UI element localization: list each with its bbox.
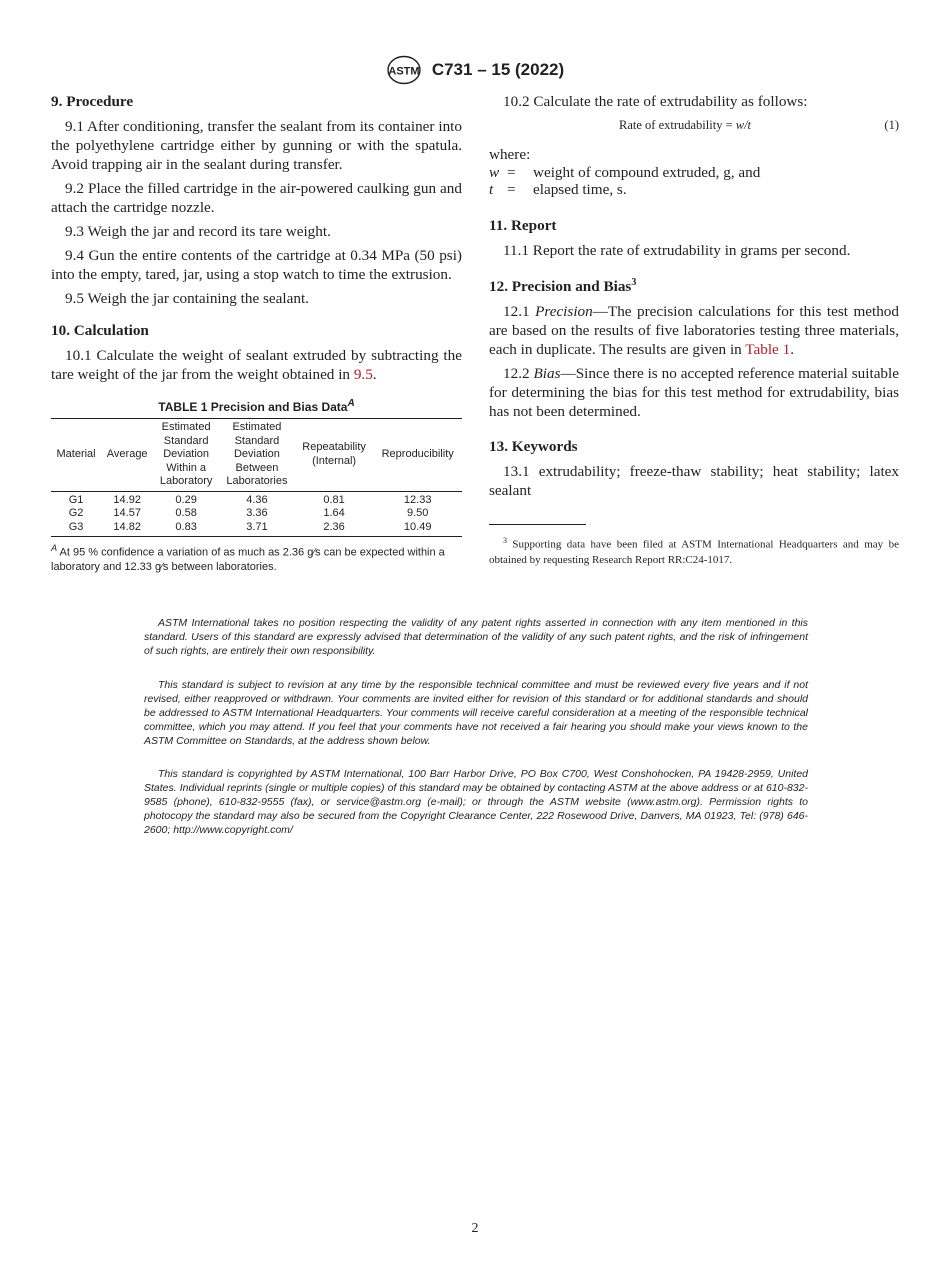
- definition-t: t = elapsed time, s.: [489, 181, 627, 198]
- section-11-heading: 11. Report: [489, 217, 557, 234]
- col-header-repeatability: Repeatability (Internal): [295, 419, 374, 492]
- equation-1: Rate of extrudability = w/t (1): [489, 116, 899, 138]
- col-header-within: Estimated Standard Deviation Within a Laboratory: [153, 419, 219, 492]
- designation: C731 – 15 (2022): [431, 60, 565, 79]
- right-column: [489, 92, 899, 573]
- section-9-heading: 9. Procedure: [51, 93, 134, 110]
- para-9-4: 9.4 Gun the entire contents of the cartridge at 0.34 MPa (50 psi) into the empty, tared, jar, using a stop watch to time the extrusion.: [51, 247, 462, 283]
- section-10-heading: 10. Calculation: [51, 322, 149, 339]
- para-9-1: 9.1 After conditioning, transfer the sealant from its container into the polyethylene cartridge either by gunning or with the spatula. Avoid trapping air in the sealant during transfer.: [51, 118, 462, 173]
- col-header-between: Estimated Standard Deviation Between Laboratories: [219, 419, 295, 492]
- svg-text:ASTM: ASTM: [388, 65, 420, 78]
- ref-link-9-5[interactable]: 9.5: [353, 366, 373, 383]
- table-row: G1 14.92 0.29 4.36 0.81 12.33: [68, 493, 432, 506]
- disclaimer-revision: This standard is subject to revision at any time by the responsible technical committee and must be reviewed every five years and if not revised, either reapproved or withdrawn. Your comments are invited either for revision of this standard or for additional standards and should be addressed to ASTM International Headquarters. Your comments will receive careful consideration at a meeting of the responsible technical committee, which you may attend. If you feel that your comments have not received a fair hearing you should make your views known to the ASTM Committee on Standards, at the address shown below.: [144, 679, 808, 747]
- disclaimer-copyright: This standard is copyrighted by ASTM International, 100 Barr Harbor Drive, PO Box C700, West Conshohocken, PA 19428-2959, United States. Individual reprints (single or multiple copies) of this standard may be obtained by contacting ASTM at the above address or at 610-832-9585 (phone), 610-832-9555 (fax), or service@astm.org (e-mail); or through the ASTM website (www.astm.org). Permission rights to photocopy the standard may also be secured from the Copyright Clearance Center, 222 Rosewood Drive, Danvers, MA 01923, Tel: (978) 646-2600; http://www.copyright.com/: [144, 768, 808, 836]
- page-number: 2: [471, 1221, 479, 1236]
- definition-w: w = weight of compound extruded, g, and: [489, 164, 761, 181]
- footnote-3: $^3$ Supporting data have been filed at ASTM International Headquarters and may be obtained by requesting Research Report RR:C24-1017.: [489, 536, 899, 566]
- para-12-2: 12.2 Bias—Since there is no accepted reference material suitable for determining the bias for this test method for extrudability, bias has not been determined.: [489, 365, 899, 421]
- footnote-divider: [489, 524, 586, 525]
- page-header: [0, 55, 950, 85]
- para-11-1: 11.1 Report the rate of extrudability in grams per second.: [503, 242, 851, 259]
- left-column: [51, 92, 462, 579]
- table-row: G3 14.82 0.83 3.71 2.36 10.49: [68, 520, 432, 533]
- para-9-2: 9.2 Place the filled cartridge in the air-powered caulking gun and attach the cartridge nozzle.: [51, 180, 462, 216]
- para-10-2: 10.2 Calculate the rate of extrudability as follows:: [503, 93, 808, 110]
- data-table: [51, 418, 462, 537]
- table-row: G2 14.57 0.58 3.36 1.64 9.50: [68, 507, 429, 519]
- para-13-1: 13.1 extrudability; freeze-thaw stability; heat stability; latex sealant: [489, 463, 899, 500]
- col-header-average: Average: [101, 419, 153, 492]
- disclaimer-patent: ASTM International takes no position respecting the validity of any patent rights asserted in connection with any item mentioned in this standard. Users of this standard are expressly advised that determination of the validity of any such patent rights, and the risk of infringement of such rights, are entirely their own responsibility.: [144, 617, 808, 657]
- col-header-reproducibility: Reproducibility: [373, 419, 462, 492]
- equation-number: (1): [884, 118, 899, 132]
- para-9-3: 9.3 Weigh the jar and record its tare weight.: [65, 223, 331, 240]
- astm-logo-icon: [386, 55, 422, 85]
- table-title: TABLE 1 Precision and Bias Data$^A$: [158, 398, 355, 414]
- para-9-5: 9.5 Weigh the jar containing the sealant.: [65, 290, 309, 307]
- col-header-material: Material: [51, 419, 101, 492]
- para-10-1: 10.1 Calculate the weight of sealant extruded by subtracting the tare weight of the jar from the weight obtained in 9.5.: [51, 347, 462, 383]
- where-label: where:: [489, 146, 531, 163]
- precision-table: [51, 396, 462, 574]
- table-footnote: $^A$ At 95 % confidence a variation of as much as 2.36 g⁄s can be expected within a laboratory and 12.33 g⁄s between laboratories.: [51, 543, 445, 573]
- section-13-heading: 13. Keywords: [489, 438, 578, 456]
- section-12-heading: 12. Precision and Bias$^3$: [489, 277, 637, 296]
- ref-link-table-1[interactable]: Table 1: [745, 341, 791, 359]
- para-12-1: 12.1 Precision—The precision calculations for this test method are based on the results of five laboratories testing three materials, each in duplicate. The results are given in Table 1.: [489, 303, 899, 359]
